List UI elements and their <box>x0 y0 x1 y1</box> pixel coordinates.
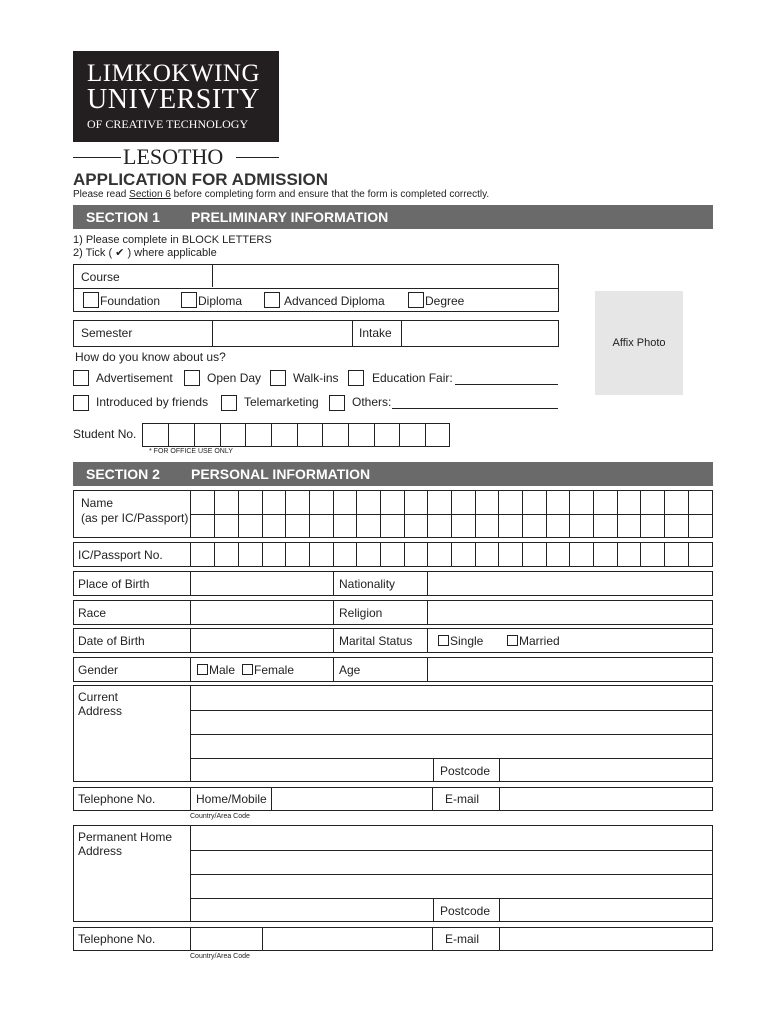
checkbox-advanced-diploma[interactable] <box>264 292 280 308</box>
grid-line <box>348 424 349 446</box>
grid-line <box>522 491 523 537</box>
instr-post: before completing form and ensure that the form is completed correctly. <box>170 189 490 200</box>
grid-line <box>475 543 476 566</box>
option-married: Married <box>519 634 560 648</box>
grid-line <box>194 424 195 446</box>
name-label: Name <box>81 496 114 510</box>
grid-line <box>380 543 381 566</box>
logo-location: LESOTHO <box>123 144 224 169</box>
grid-line <box>333 543 334 566</box>
source-education-fair: Education Fair: <box>372 371 453 385</box>
section-2-number: SECTION 2 <box>86 466 160 482</box>
postcode-label-2: Postcode <box>440 904 491 918</box>
semester-intake-box <box>73 320 559 347</box>
logo-line-3: OF CREATIVE TECHNOLOGY <box>87 117 249 131</box>
age-label: Age <box>339 663 361 677</box>
grid-line <box>593 491 594 537</box>
permanent-address-label-2: Address <box>78 844 123 858</box>
birth-nationality-row <box>73 571 713 596</box>
sem-div-3 <box>401 321 402 346</box>
section-1-header <box>73 205 713 229</box>
others-line[interactable] <box>392 408 558 409</box>
dob-input[interactable] <box>192 630 332 652</box>
grid-line <box>309 543 310 566</box>
logo-rule-right <box>236 157 279 158</box>
course-divider <box>212 265 213 287</box>
div <box>190 572 191 595</box>
grid-line <box>285 491 286 537</box>
grid-line <box>593 543 594 566</box>
telephone-label-2: Telephone No. <box>78 932 156 946</box>
div <box>427 629 428 652</box>
course-box <box>73 264 559 312</box>
checkbox-male[interactable] <box>197 664 208 675</box>
checkbox-female[interactable] <box>242 664 253 675</box>
grid-line <box>262 543 263 566</box>
sem-div-1 <box>212 321 213 346</box>
section-2-header <box>73 462 713 486</box>
grid-line <box>271 424 272 446</box>
checkbox-introduced-by-friends[interactable] <box>73 395 89 411</box>
nationality-label: Nationality <box>339 577 396 591</box>
religion-label: Religion <box>339 606 383 620</box>
div <box>427 601 428 624</box>
grid-line <box>245 424 246 446</box>
telephone-row-2 <box>73 927 713 951</box>
grid-line <box>688 543 689 566</box>
source-open-day: Open Day <box>207 371 262 385</box>
line <box>499 758 500 781</box>
line <box>433 758 434 781</box>
line <box>191 710 712 711</box>
source-telemarketing: Telemarketing <box>244 395 319 409</box>
place-of-birth-input[interactable] <box>192 573 332 595</box>
line <box>191 758 712 759</box>
telephone-row <box>73 787 713 811</box>
line <box>191 898 712 899</box>
div <box>190 601 191 624</box>
grid-line <box>262 491 263 537</box>
grid-line <box>404 543 405 566</box>
div <box>262 928 263 950</box>
course-label: Course <box>81 270 120 284</box>
dob-marital-row <box>73 628 713 653</box>
checkbox-diploma[interactable] <box>181 292 197 308</box>
grid-line <box>214 491 215 537</box>
checkbox-open-day[interactable] <box>184 370 200 386</box>
div <box>427 658 428 681</box>
nationality-input[interactable] <box>429 573 711 595</box>
div <box>333 572 334 595</box>
course-input[interactable] <box>214 266 557 287</box>
semester-input[interactable] <box>214 322 350 346</box>
telephone-label: Telephone No. <box>78 792 156 806</box>
grid-line <box>322 424 323 446</box>
section-2-title: PERSONAL INFORMATION <box>191 466 371 482</box>
grid-line <box>399 424 400 446</box>
grid-line <box>333 491 334 537</box>
grid-line <box>238 491 239 537</box>
option-degree: Degree <box>425 294 465 308</box>
grid-line <box>640 543 641 566</box>
place-of-birth-label: Place of Birth <box>78 577 150 591</box>
grid-line <box>546 491 547 537</box>
name-box <box>73 490 713 538</box>
line <box>499 898 500 921</box>
email-input[interactable] <box>501 789 711 810</box>
ic-passport-grid[interactable] <box>191 543 712 566</box>
name-sub-label: (as per IC/Passport) <box>81 511 189 525</box>
country-code-note-2: Country/Area Code <box>190 953 250 960</box>
university-logo <box>73 51 279 142</box>
grid-line <box>297 424 298 446</box>
grid-line <box>404 491 405 537</box>
email-input-2[interactable] <box>501 929 711 950</box>
checkbox-others[interactable] <box>329 395 345 411</box>
religion-input[interactable] <box>429 602 711 624</box>
div <box>432 928 433 950</box>
grid-line <box>664 543 665 566</box>
marital-status-label: Marital Status <box>339 634 413 648</box>
div <box>190 658 191 681</box>
sem-div-2 <box>352 321 353 346</box>
grid-line <box>640 491 641 537</box>
option-single: Single <box>450 634 484 648</box>
source-walk-ins: Walk-ins <box>293 371 339 385</box>
telephone-input-2[interactable] <box>264 929 431 950</box>
grid-line <box>356 543 357 566</box>
age-input[interactable] <box>429 659 711 681</box>
grid-line <box>451 491 452 537</box>
line <box>433 898 434 921</box>
email-label-2: E-mail <box>445 932 480 946</box>
name-grid[interactable] <box>191 491 712 537</box>
intake-label: Intake <box>359 326 392 340</box>
checkbox-degree[interactable] <box>408 292 424 308</box>
current-address-label-2: Address <box>78 704 123 718</box>
semester-label: Semester <box>81 326 133 340</box>
logo-line-2: UNIVERSITY <box>87 84 260 115</box>
grid-line <box>220 424 221 446</box>
race-input[interactable] <box>192 602 332 624</box>
how-know-label: How do you know about us? <box>75 350 226 364</box>
option-foundation: Foundation <box>100 294 161 308</box>
permanent-address-box <box>73 825 713 922</box>
grid-line <box>238 543 239 566</box>
grid-line <box>168 424 169 446</box>
note-tick: 2) Tick ( ✔ ) where applicable <box>73 247 217 259</box>
student-no-grid[interactable] <box>142 423 450 447</box>
section-1-number: SECTION 1 <box>86 209 160 225</box>
grid-line <box>498 543 499 566</box>
section-1-title: PRELIMINARY INFORMATION <box>191 209 389 225</box>
grid-line <box>569 491 570 537</box>
country-code-input-2[interactable] <box>192 929 261 950</box>
grid-line <box>617 491 618 537</box>
grid-line <box>356 491 357 537</box>
div <box>333 629 334 652</box>
grid-line <box>214 543 215 566</box>
line <box>191 874 712 875</box>
checkbox-telemarketing[interactable] <box>221 395 237 411</box>
div <box>499 928 500 950</box>
grid-line <box>546 543 547 566</box>
student-no-label: Student No. <box>73 427 137 441</box>
email-label: E-mail <box>445 792 480 806</box>
form-instructions <box>73 189 489 200</box>
source-advertisement: Advertisement <box>96 371 173 385</box>
grid-line <box>374 424 375 446</box>
current-address-label-1: Current <box>78 690 119 704</box>
grid-line <box>617 543 618 566</box>
div <box>427 572 428 595</box>
logo-line-1: LIMKOKWING <box>87 60 261 87</box>
div <box>190 928 191 950</box>
race-label: Race <box>78 606 107 620</box>
grid-line <box>285 543 286 566</box>
ic-passport-label: IC/Passport No. <box>78 548 163 562</box>
grid-line <box>427 491 428 537</box>
gender-label: Gender <box>78 663 119 677</box>
logo-rule-left <box>73 157 121 158</box>
form-title: APPLICATION FOR ADMISSION <box>73 170 328 189</box>
course-row-divider <box>74 288 558 289</box>
checkbox-married[interactable] <box>507 635 518 646</box>
current-address-box <box>73 685 713 782</box>
telephone-input[interactable] <box>273 789 431 810</box>
postcode-label: Postcode <box>440 764 491 778</box>
grid-line <box>664 491 665 537</box>
country-code-note: Country/Area Code <box>190 813 250 820</box>
permanent-address-label-1: Permanent Home <box>78 830 173 844</box>
race-religion-row <box>73 600 713 625</box>
instr-pre: Please read <box>73 189 130 200</box>
grid-line <box>522 543 523 566</box>
grid-line <box>425 424 426 446</box>
checkbox-advertisement[interactable] <box>73 370 89 386</box>
div <box>190 629 191 652</box>
line <box>191 734 712 735</box>
education-fair-line[interactable] <box>455 384 558 385</box>
grid-line <box>688 491 689 537</box>
office-use-note: * FOR OFFICE USE ONLY <box>149 448 233 455</box>
checkbox-education-fair[interactable] <box>348 370 364 386</box>
grid-line <box>475 491 476 537</box>
option-male: Male <box>209 663 236 677</box>
div <box>271 788 272 810</box>
dob-label: Date of Birth <box>78 634 145 648</box>
line <box>191 850 712 851</box>
grid-line <box>498 491 499 537</box>
source-others: Others: <box>352 395 392 409</box>
intake-input[interactable] <box>403 322 557 346</box>
option-diploma: Diploma <box>198 294 243 308</box>
affix-photo-label: Affix Photo <box>612 337 666 349</box>
ic-passport-box <box>73 542 713 567</box>
option-advanced-diploma: Advanced Diploma <box>284 294 385 308</box>
home-mobile-label: Home/Mobile <box>196 792 267 806</box>
grid-line <box>309 491 310 537</box>
div <box>190 788 191 810</box>
div <box>499 788 500 810</box>
grid-line <box>451 543 452 566</box>
affix-photo-box[interactable] <box>595 291 683 395</box>
checkbox-walk-ins[interactable] <box>270 370 286 386</box>
checkbox-single[interactable] <box>438 635 449 646</box>
grid-line <box>569 543 570 566</box>
gender-age-row <box>73 657 713 682</box>
section-6-link[interactable]: Section 6 <box>129 189 171 200</box>
grid-line <box>427 543 428 566</box>
grid-line <box>380 491 381 537</box>
option-female: Female <box>254 663 295 677</box>
div <box>333 658 334 681</box>
source-introduced: Introduced by friends <box>96 395 209 409</box>
note-block-letters: 1) Please complete in BLOCK LETTERS <box>73 234 272 246</box>
div <box>333 601 334 624</box>
div <box>432 788 433 810</box>
checkbox-foundation[interactable] <box>83 292 99 308</box>
